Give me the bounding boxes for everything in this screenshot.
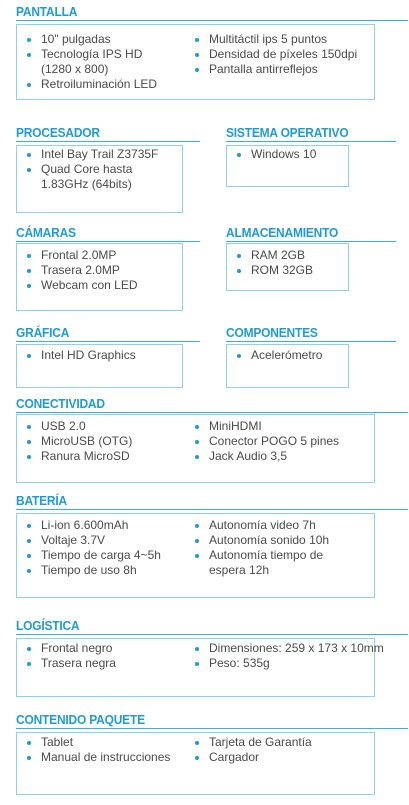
spec-item: Acelerómetro [251, 348, 323, 362]
section-title: BATERÍA [16, 493, 67, 508]
bullet-icon [27, 756, 31, 760]
bullet-icon [237, 254, 241, 258]
bullet-icon [27, 455, 31, 459]
bullet-icon [195, 647, 199, 651]
bullet-icon [27, 254, 31, 258]
spec-item: Peso: 535g [209, 656, 270, 670]
spec-item: 10" pulgadas [41, 32, 111, 46]
bullet-icon [195, 554, 199, 558]
spec-item: 1.83GHz (64bits) [41, 177, 132, 191]
section-procesador [0, 125, 200, 140]
bullet-icon [27, 38, 31, 42]
spec-item: Autonomía sonido 10h [209, 533, 330, 547]
spec-item: Dimensiones: 259 x 173 x 10mm [209, 641, 384, 655]
spec-item: Retroiluminación LED [41, 77, 158, 91]
spec-item: Conector POGO 5 pines [209, 434, 340, 448]
bullet-icon [237, 354, 241, 358]
spec-item: Webcam con LED [41, 278, 138, 292]
section-bateria [0, 493, 409, 508]
bullet-icon [195, 524, 199, 528]
spec-item: MiniHDMI [209, 419, 262, 433]
bullet-icon [27, 425, 31, 429]
bullet-icon [27, 647, 31, 651]
section-rule [16, 412, 408, 413]
section-camaras [0, 225, 200, 240]
bullet-icon [195, 756, 199, 760]
spec-item: Cargador [209, 750, 260, 764]
section-rule [16, 509, 408, 510]
spec-item: Tarjeta de Garantía [209, 735, 312, 749]
bullet-icon [27, 153, 31, 157]
bullet-icon [195, 38, 199, 42]
section-title: CONECTIVIDAD [16, 396, 105, 411]
spec-item: MicroUSB (OTG) [41, 434, 133, 448]
section-title: PROCESADOR [16, 125, 100, 140]
section-conectividad [0, 396, 409, 411]
section-title: CÁMARAS [16, 225, 76, 240]
spec-item: Tablet [41, 735, 74, 749]
bullet-icon [27, 554, 31, 558]
bullet-icon [27, 662, 31, 666]
section-componentes [223, 325, 409, 340]
section-rule [16, 341, 200, 342]
spec-item: Multitáctil ips 5 puntos [209, 32, 328, 46]
spec-item: Trasera negra [41, 656, 116, 670]
section-title: COMPONENTES [226, 325, 318, 340]
bullet-icon [27, 440, 31, 444]
bullet-icon [27, 741, 31, 745]
spec-item: USB 2.0 [41, 419, 86, 433]
bullet-icon [195, 455, 199, 459]
section-grafica [0, 325, 200, 340]
section-title: PANTALLA [16, 4, 78, 19]
bullet-icon [27, 354, 31, 358]
spec-item: Ranura MicroSD [41, 449, 130, 463]
section-title: LOGÍSTICA [16, 618, 80, 633]
bullet-icon [27, 53, 31, 57]
spec-item: Windows 10 [251, 147, 317, 161]
spec-item: Autonomía tiempo de [209, 548, 324, 562]
spec-item: Autonomía video 7h [209, 518, 316, 532]
bullet-icon [27, 569, 31, 573]
section-contenido [0, 712, 409, 727]
spec-item: Quad Core hasta [41, 162, 133, 176]
section-title: SISTEMA OPERATIVO [226, 125, 349, 140]
spec-item: Tiempo de uso 8h [41, 563, 137, 577]
bullet-icon [195, 741, 199, 745]
section-rule [16, 141, 200, 142]
bullet-icon [237, 153, 241, 157]
section-rule [16, 20, 408, 21]
section-title: ALMACENAMIENTO [226, 225, 339, 240]
section-rule [16, 241, 200, 242]
bullet-icon [195, 440, 199, 444]
spec-item: Jack Audio 3,5 [209, 449, 288, 463]
spec-item: RAM 2GB [251, 248, 306, 262]
spec-item: Frontal negro [41, 641, 113, 655]
section-pantalla [0, 4, 409, 19]
bullet-icon [195, 68, 199, 72]
bullet-icon [27, 83, 31, 87]
bullet-icon [27, 524, 31, 528]
bullet-icon [27, 284, 31, 288]
spec-item: Voltaje 3.7V [41, 533, 106, 547]
spec-item: Li-ion 6.600mAh [41, 518, 129, 532]
section-rule [226, 241, 396, 242]
section-rule [226, 341, 396, 342]
spec-item: Tecnología IPS HD [41, 47, 143, 61]
section-sistema [223, 125, 409, 140]
spec-item: ROM 32GB [251, 263, 314, 277]
section-rule [16, 634, 408, 635]
section-title: CONTENIDO PAQUETE [16, 712, 145, 727]
spec-item: Frontal 2.0MP [41, 248, 117, 262]
bullet-icon [195, 53, 199, 57]
spec-item: Intel HD Graphics [41, 348, 136, 362]
bullet-icon [27, 269, 31, 273]
spec-item: (1280 x 800) [41, 62, 109, 76]
bullet-icon [195, 539, 199, 543]
section-rule [16, 728, 408, 729]
section-title: GRÁFICA [16, 325, 70, 340]
section-logistica [0, 618, 409, 633]
bullet-icon [27, 168, 31, 172]
bullet-icon [195, 662, 199, 666]
spec-item: Pantalla antirreflejos [209, 62, 318, 76]
bullet-icon [237, 269, 241, 273]
spec-item: Intel Bay Trail Z3735F [41, 147, 159, 161]
spec-item: espera 12h [209, 563, 270, 577]
spec-item: Densidad de píxeles 150dpi [209, 47, 358, 61]
spec-item: Trasera 2.0MP [41, 263, 120, 277]
bullet-icon [195, 425, 199, 429]
spec-item: Tiempo de carga 4~5h [41, 548, 161, 562]
bullet-icon [27, 539, 31, 543]
section-almacenamiento [223, 225, 409, 240]
spec-item: Manual de instrucciones [41, 750, 171, 764]
section-rule [226, 141, 396, 142]
